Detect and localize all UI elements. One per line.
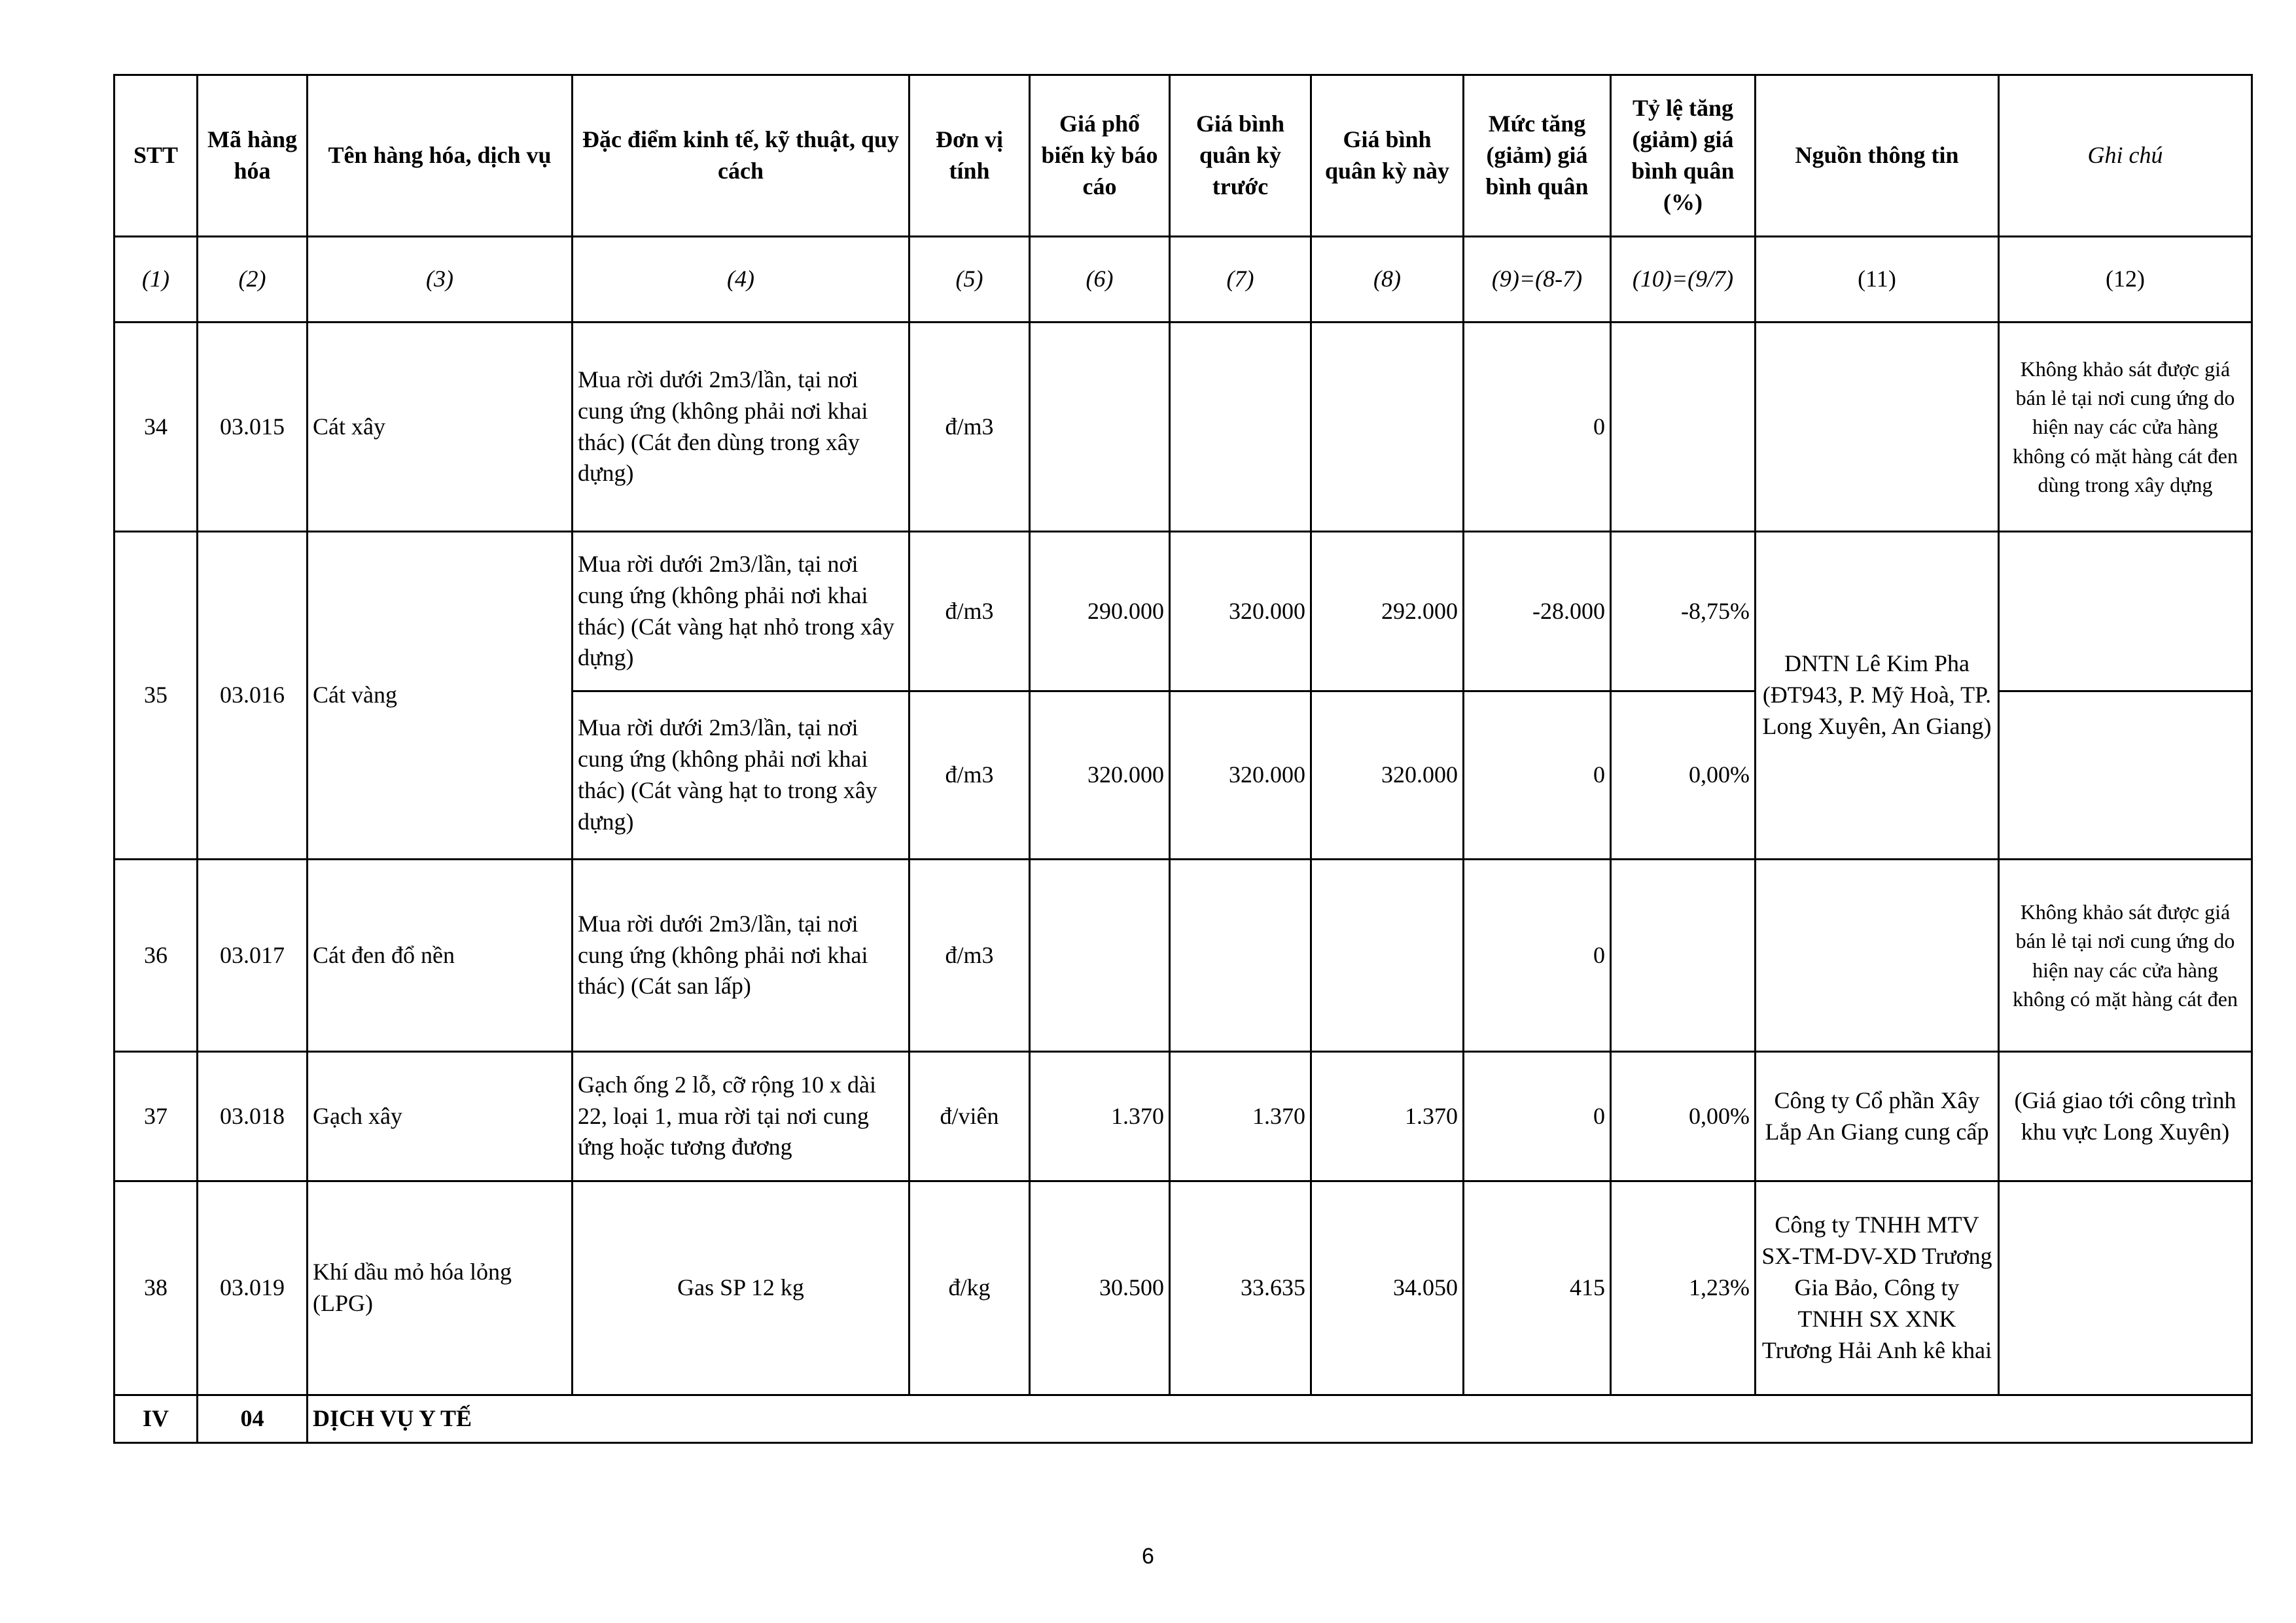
section-code: 04 bbox=[198, 1395, 308, 1443]
page-number: 6 bbox=[1142, 1544, 1154, 1569]
header-source: Nguồn thông tin bbox=[1756, 75, 1999, 237]
cell-name: Cát vàng bbox=[308, 532, 573, 860]
column-index: (10)=(9/7) bbox=[1611, 237, 1756, 323]
cell-avg-price-previous: 33.635 bbox=[1170, 1181, 1311, 1395]
column-index: (9)=(8-7) bbox=[1464, 237, 1611, 323]
cell-name: Gạch xây bbox=[308, 1052, 573, 1181]
section-title: DỊCH VỤ Y TẾ bbox=[308, 1395, 2252, 1443]
cell-source: Công ty TNHH MTV SX-TM-DV-XD Trương Gia Bảo, Công ty TNHH SX XNK Trương Hải Anh kê khai bbox=[1756, 1181, 1999, 1395]
cell-spec: Gas SP 12 kg bbox=[573, 1181, 910, 1395]
cell-source bbox=[1756, 323, 1999, 532]
cell-code: 03.018 bbox=[198, 1052, 308, 1181]
cell-source bbox=[1756, 860, 1999, 1052]
cell-avg-price-previous bbox=[1170, 323, 1311, 532]
cell-unit: đ/m3 bbox=[910, 532, 1030, 691]
column-index: (3) bbox=[308, 237, 573, 323]
cell-note bbox=[1999, 691, 2252, 860]
cell-common-price bbox=[1030, 323, 1170, 532]
cell-code: 03.019 bbox=[198, 1181, 308, 1395]
column-index-row bbox=[115, 237, 2252, 323]
cell-common-price: 290.000 bbox=[1030, 532, 1170, 691]
cell-avg-price-previous: 320.000 bbox=[1170, 532, 1311, 691]
cell-price-change: 0 bbox=[1464, 1052, 1611, 1181]
cell-source: DNTN Lê Kim Pha (ĐT943, P. Mỹ Hoà, TP. Long Xuyên, An Giang) bbox=[1756, 532, 1999, 860]
cell-unit: đ/viên bbox=[910, 1052, 1030, 1181]
cell-price-change: 0 bbox=[1464, 691, 1611, 860]
cell-name: Cát đen đổ nền bbox=[308, 860, 573, 1052]
cell-avg-price-previous: 1.370 bbox=[1170, 1052, 1311, 1181]
cell-avg-price-current: 292.000 bbox=[1311, 532, 1464, 691]
cell-spec: Mua rời dưới 2m3/lần, tại nơi cung ứng (không phải nơi khai thác) (Cát vàng hạt to trong xây dựng) bbox=[573, 691, 910, 860]
header-avg-price-current: Giá bình quân kỳ này bbox=[1311, 75, 1464, 237]
cell-avg-price-previous: 320.000 bbox=[1170, 691, 1311, 860]
header-item-name: Tên hàng hóa, dịch vụ bbox=[308, 75, 573, 237]
cell-change-rate: 1,23% bbox=[1611, 1181, 1756, 1395]
header-note: Ghi chú bbox=[1999, 75, 2252, 237]
cell-note bbox=[1999, 532, 2252, 691]
header-stt: STT bbox=[115, 75, 198, 237]
header-item-code: Mã hàng hóa bbox=[198, 75, 308, 237]
cell-spec: Mua rời dưới 2m3/lần, tại nơi cung ứng (không phải nơi khai thác) (Cát vàng hạt nhỏ trong xây dựng) bbox=[573, 532, 910, 691]
cell-change-rate: -8,75% bbox=[1611, 532, 1756, 691]
cell-note: Không khảo sát được giá bán lẻ tại nơi cung ứng do hiện nay các cửa hàng không có mặt hàng cát đen dùng trong xây dựng bbox=[1999, 323, 2252, 532]
cell-common-price: 320.000 bbox=[1030, 691, 1170, 860]
cell-spec: Mua rời dưới 2m3/lần, tại nơi cung ứng (không phải nơi khai thác) (Cát đen dùng trong xây dựng) bbox=[573, 323, 910, 532]
header-price-change: Mức tăng (giảm) giá bình quân bbox=[1464, 75, 1611, 237]
section-stt: IV bbox=[115, 1395, 198, 1443]
cell-price-change: -28.000 bbox=[1464, 532, 1611, 691]
table-row bbox=[115, 860, 2252, 1052]
cell-unit: đ/m3 bbox=[910, 860, 1030, 1052]
table-row bbox=[115, 532, 2252, 691]
cell-avg-price-current bbox=[1311, 323, 1464, 532]
cell-unit: đ/kg bbox=[910, 1181, 1030, 1395]
cell-stt: 38 bbox=[115, 1181, 198, 1395]
cell-price-change: 0 bbox=[1464, 323, 1611, 532]
cell-name: Cát xây bbox=[308, 323, 573, 532]
column-index: (4) bbox=[573, 237, 910, 323]
cell-avg-price-current: 1.370 bbox=[1311, 1052, 1464, 1181]
cell-stt: 35 bbox=[115, 532, 198, 860]
cell-spec: Mua rời dưới 2m3/lần, tại nơi cung ứng (không phải nơi khai thác) (Cát san lấp) bbox=[573, 860, 910, 1052]
cell-stt: 34 bbox=[115, 323, 198, 532]
cell-source: Công ty Cổ phần Xây Lắp An Giang cung cấp bbox=[1756, 1052, 1999, 1181]
header-change-rate: Tỷ lệ tăng (giảm) giá bình quân (%) bbox=[1611, 75, 1756, 237]
cell-code: 03.016 bbox=[198, 532, 308, 860]
header-unit: Đơn vị tính bbox=[910, 75, 1030, 237]
cell-code: 03.015 bbox=[198, 323, 308, 532]
header-specification: Đặc điểm kinh tế, kỹ thuật, quy cách bbox=[573, 75, 910, 237]
cell-note: Không khảo sát được giá bán lẻ tại nơi cung ứng do hiện nay các cửa hàng không có mặt hàng cát đen bbox=[1999, 860, 2252, 1052]
table-row bbox=[115, 1181, 2252, 1395]
cell-price-change: 0 bbox=[1464, 860, 1611, 1052]
cell-code: 03.017 bbox=[198, 860, 308, 1052]
cell-avg-price-previous bbox=[1170, 860, 1311, 1052]
cell-note bbox=[1999, 1181, 2252, 1395]
table-header-row bbox=[115, 75, 2252, 237]
cell-common-price: 30.500 bbox=[1030, 1181, 1170, 1395]
cell-common-price: 1.370 bbox=[1030, 1052, 1170, 1181]
cell-note: (Giá giao tới công trình khu vực Long Xuyên) bbox=[1999, 1052, 2252, 1181]
column-index: (12) bbox=[1999, 237, 2252, 323]
header-avg-price-previous: Giá bình quân kỳ trước bbox=[1170, 75, 1311, 237]
section-row bbox=[115, 1395, 2252, 1443]
cell-change-rate bbox=[1611, 860, 1756, 1052]
column-index: (11) bbox=[1756, 237, 1999, 323]
cell-stt: 36 bbox=[115, 860, 198, 1052]
cell-change-rate bbox=[1611, 323, 1756, 532]
cell-unit: đ/m3 bbox=[910, 323, 1030, 532]
cell-change-rate: 0,00% bbox=[1611, 1052, 1756, 1181]
column-index: (7) bbox=[1170, 237, 1311, 323]
column-index: (5) bbox=[910, 237, 1030, 323]
column-index: (1) bbox=[115, 237, 198, 323]
cell-avg-price-current: 34.050 bbox=[1311, 1181, 1464, 1395]
column-index: (2) bbox=[198, 237, 308, 323]
cell-unit: đ/m3 bbox=[910, 691, 1030, 860]
column-index: (6) bbox=[1030, 237, 1170, 323]
column-index: (8) bbox=[1311, 237, 1464, 323]
cell-spec: Gạch ống 2 lỗ, cỡ rộng 10 x dài 22, loại 1, mua rời tại nơi cung ứng hoặc tương đương bbox=[573, 1052, 910, 1181]
table-row bbox=[115, 1052, 2252, 1181]
cell-change-rate: 0,00% bbox=[1611, 691, 1756, 860]
price-report-table bbox=[113, 74, 2253, 1444]
cell-price-change: 415 bbox=[1464, 1181, 1611, 1395]
cell-name: Khí dầu mỏ hóa lỏng (LPG) bbox=[308, 1181, 573, 1395]
cell-avg-price-current bbox=[1311, 860, 1464, 1052]
table-row bbox=[115, 323, 2252, 532]
cell-avg-price-current: 320.000 bbox=[1311, 691, 1464, 860]
cell-common-price bbox=[1030, 860, 1170, 1052]
header-common-price: Giá phổ biến kỳ báo cáo bbox=[1030, 75, 1170, 237]
cell-stt: 37 bbox=[115, 1052, 198, 1181]
